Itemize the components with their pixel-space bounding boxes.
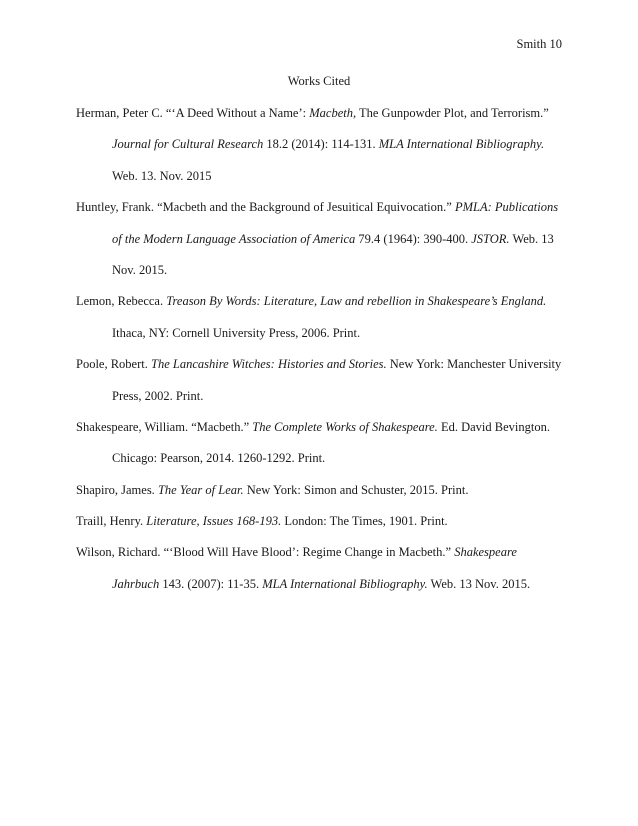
citation-line bbox=[76, 475, 576, 506]
citation-text: 18.2 (2014): 114-131. bbox=[263, 137, 379, 152]
citation-italic-text: Treason By Words: Literature, Law and rebellion in Shakespeare’s England. bbox=[166, 294, 547, 309]
citation-italic-text: of the Modern Language Association of America bbox=[112, 231, 356, 246]
citation-line bbox=[76, 98, 576, 129]
citation-line bbox=[76, 381, 576, 412]
citation-entry bbox=[76, 98, 576, 192]
citation-line bbox=[76, 506, 576, 537]
citation-entry bbox=[76, 506, 576, 537]
citation-text: 143. (2007): 11-35. bbox=[159, 576, 263, 591]
citation-text: Lemon, Rebecca. bbox=[76, 294, 167, 309]
citation-text: Huntley, Frank. “Macbeth and the Background of Jesuitical Equivocation.” bbox=[76, 200, 455, 215]
citation-line bbox=[76, 537, 576, 568]
citation-text: Web. 13 bbox=[509, 231, 554, 246]
citation-line bbox=[76, 129, 576, 160]
citation-italic-text: Shakespeare bbox=[454, 545, 517, 560]
citation-text: Herman, Peter C. “‘A Deed Without a Name’: bbox=[76, 106, 310, 120]
citation-line bbox=[76, 192, 576, 223]
citation-italic-text: PMLA: Publications bbox=[454, 200, 559, 215]
citation-text: Nov. 2015. bbox=[112, 262, 168, 277]
citation-text: Ithaca, NY: Cornell University Press, 2006. Print. bbox=[112, 325, 361, 340]
citation-line bbox=[76, 318, 576, 349]
citation-line bbox=[76, 569, 576, 600]
citation-italic-text: MLA International Bibliography. bbox=[262, 576, 428, 591]
citation-text: New York: Manchester University bbox=[386, 357, 562, 372]
citation-text: 79.4 (1964): 390-400. bbox=[355, 231, 472, 246]
citation-italic-text: The Lancashire Witches: Histories and Stories. bbox=[151, 357, 387, 372]
works-cited-list bbox=[76, 98, 576, 600]
page-header: Smith 10 bbox=[516, 37, 562, 51]
citation-entry bbox=[76, 412, 576, 475]
citation-italic-text: Macbeth bbox=[309, 106, 353, 120]
citation-text: Shapiro, James. bbox=[76, 482, 158, 497]
citation-text: Web. 13. Nov. 2015 bbox=[112, 168, 212, 183]
citation-italic-text: JSTOR. bbox=[471, 231, 510, 246]
citation-italic-text: The Complete Works of Shakespeare. bbox=[252, 419, 438, 434]
citation-text: Poole, Robert. bbox=[76, 357, 151, 372]
citation-text: London: The Times, 1901. Print. bbox=[281, 514, 448, 529]
citation-text: Traill, Henry. bbox=[76, 514, 147, 529]
citation-line bbox=[76, 255, 576, 286]
citation-line bbox=[76, 286, 576, 317]
citation-italic-text: Literature, Issues 168-193. bbox=[146, 514, 282, 529]
citation-text: Ed. David Bevington. bbox=[437, 419, 550, 434]
citation-entry bbox=[76, 192, 576, 286]
citation-entry bbox=[76, 349, 576, 412]
page-title: Works Cited bbox=[287, 74, 351, 88]
citation-italic-text: Jahrbuch bbox=[112, 576, 160, 591]
citation-line bbox=[76, 443, 576, 474]
citation-text: Press, 2002. Print. bbox=[112, 388, 204, 403]
citation-text: Wilson, Richard. “‘Blood Will Have Blood’: Regime Change in Macbeth.” bbox=[76, 545, 455, 560]
citation-entry bbox=[76, 537, 576, 600]
citation-italic-text: The Year of Lear. bbox=[157, 482, 244, 497]
citation-line bbox=[76, 224, 576, 255]
citation-text: New York: Simon and Schuster, 2015. Print. bbox=[243, 482, 469, 497]
citation-entry bbox=[76, 286, 576, 349]
citation-text: Shakespeare, William. “Macbeth.” bbox=[76, 419, 253, 434]
citation-line bbox=[76, 349, 576, 380]
citation-italic-text: Journal for Cultural Research bbox=[112, 137, 264, 152]
citation-text: Chicago: Pearson, 2014. 1260-1292. Print. bbox=[112, 451, 326, 466]
citation-text: , The Gunpowder Plot, and Terrorism.” bbox=[352, 106, 549, 120]
citation-italic-text: MLA International Bibliography. bbox=[378, 137, 545, 152]
citation-line bbox=[76, 412, 576, 443]
citation-line bbox=[76, 161, 576, 192]
citation-text: Web. 13 Nov. 2015. bbox=[427, 576, 531, 591]
citation-entry bbox=[76, 475, 576, 506]
